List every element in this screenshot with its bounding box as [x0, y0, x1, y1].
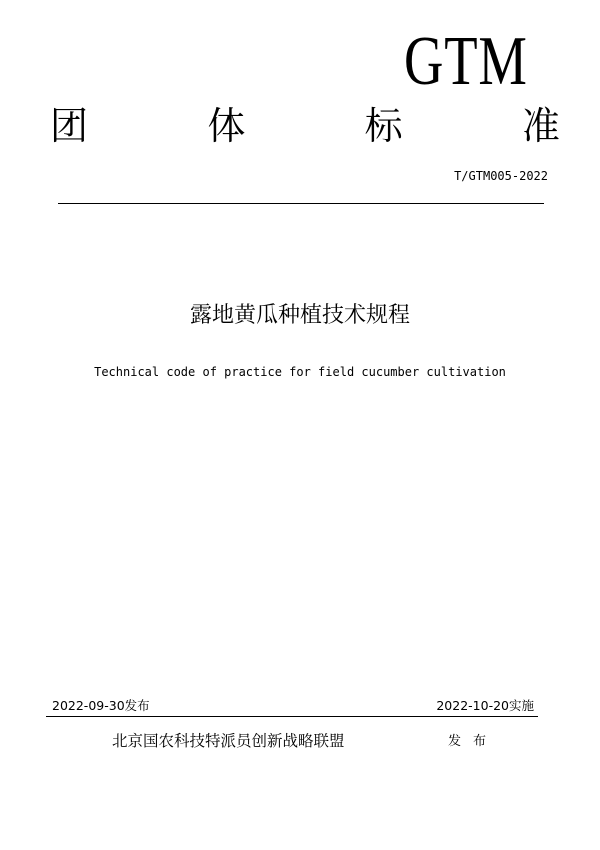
standard-number: T/GTM005-2022 — [454, 169, 548, 183]
document-type-char: 标 — [364, 104, 403, 148]
document-type-heading — [50, 102, 560, 152]
gtm-logo: GTM — [404, 23, 528, 100]
issue-date: 2022-09-30发布 — [52, 698, 150, 713]
document-type-char: 准 — [521, 104, 560, 148]
implementation-date: 2022-10-20实施 — [436, 698, 534, 713]
page-title-english: Technical code of practice for field cucumber cultivation — [94, 365, 506, 379]
document-type-char: 体 — [207, 104, 246, 148]
page-title-chinese: 露地黄瓜种植技术规程 — [189, 303, 410, 328]
document-type-char: 团 — [50, 104, 89, 148]
publish-label: 发布 — [448, 734, 499, 749]
header-divider — [58, 203, 544, 204]
publisher-name: 北京国农科技特派员创新战略联盟 — [112, 732, 345, 750]
footer-divider — [46, 716, 538, 717]
